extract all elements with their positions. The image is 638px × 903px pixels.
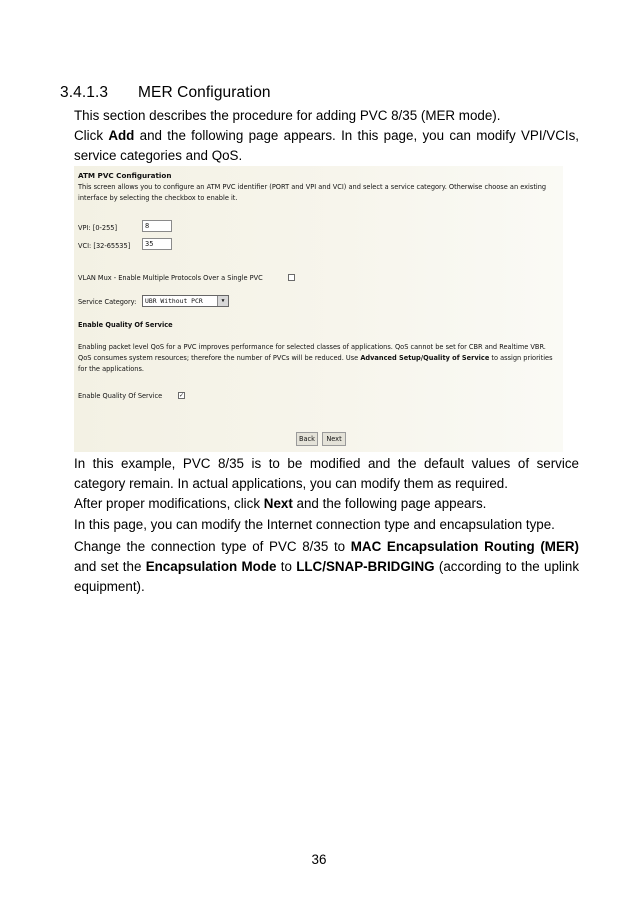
- qos-desc-end: to assign priorities for the applications.: [78, 354, 553, 373]
- modifications-text: After proper modifications, click: [74, 496, 264, 511]
- mer-paragraph: [74, 537, 579, 597]
- llc-snap-bridging-keyword: LLC/SNAP-BRIDGING: [296, 559, 435, 574]
- intro-line: This section describes the procedure for adding PVC 8/35 (MER mode).: [74, 108, 501, 123]
- intro-click-add: [74, 126, 579, 166]
- mer-text-d: (according to the uplink equipment).: [74, 559, 580, 594]
- service-category-label: Service Category:: [78, 298, 137, 306]
- modifications-line: [74, 494, 579, 514]
- section-number: 3.4.1.3: [60, 84, 109, 101]
- vci-field[interactable]: 35: [142, 238, 172, 250]
- vpi-field[interactable]: 8: [142, 220, 172, 232]
- atm-pvc-configuration-screenshot: [74, 166, 563, 452]
- qos-heading: Enable Quality Of Service: [78, 321, 173, 329]
- vlan-mux-label: VLAN Mux - Enable Multiple Protocols Over a Single PVC: [78, 274, 263, 282]
- back-button[interactable]: Back: [296, 432, 318, 446]
- next-button[interactable]: Next: [322, 432, 346, 446]
- vlan-mux-checkbox[interactable]: [288, 274, 295, 281]
- screenshot-description: This screen allows you to configure an ATM PVC identifier (PORT and VPI and VCI) and select a service category. Otherwise choose an existing interface by selecting the checkbox to enable it.: [78, 183, 547, 202]
- service-category-value: UBR Without PCR: [145, 297, 203, 305]
- vci-label: VCI: [32-65535]: [78, 242, 131, 250]
- intro-paragraph: [74, 106, 579, 166]
- next-keyword: Next: [263, 496, 293, 511]
- example-paragraph: In this example, PVC 8/35 is to be modified and the default values of service category remain. In actual applications, you can modify them as required.: [74, 456, 579, 491]
- vpi-label: VPI: [0-255]: [78, 224, 118, 232]
- encapsulation-mode-keyword: Encapsulation Mode: [145, 559, 277, 574]
- chevron-down-icon: ▼: [217, 296, 228, 306]
- mer-text-b: and set the: [74, 559, 146, 574]
- intro-click-text: Click: [74, 128, 109, 143]
- section-title: MER Configuration: [138, 84, 271, 101]
- qos-desc-text: Enabling packet level QoS for a PVC improves performance for selected classes of applications. QoS cannot be set for CBR and Realtime VBR. QoS consumes system resources; therefore the number of PVCs will be reduced. Use: [78, 343, 546, 362]
- screenshot-title: ATM PVC Configuration: [78, 171, 172, 180]
- mer-text-c: to: [276, 559, 297, 574]
- qos-description: [78, 342, 553, 375]
- enable-qos-checkbox[interactable]: ✓: [179, 392, 185, 399]
- modifications-end: and the following page appears.: [292, 496, 487, 511]
- enable-qos-label: Enable Quality Of Service: [78, 392, 163, 400]
- service-category-select[interactable]: [142, 295, 229, 307]
- page-number: 36: [311, 852, 327, 867]
- mer-keyword: MAC Encapsulation Routing (MER): [350, 539, 580, 554]
- mer-text-a: Change the connection type of PVC 8/35 to: [74, 539, 351, 554]
- advanced-setup-qos-link[interactable]: Advanced Setup/Quality of Service: [360, 354, 490, 362]
- connection-type-line: In this page, you can modify the Internet connection type and encapsulation type.: [74, 517, 555, 532]
- intro-rest: and the following page appears. In this page, you can modify VPI/VCIs, service categories and QoS.: [74, 128, 580, 163]
- section-heading: [60, 84, 271, 102]
- add-keyword: Add: [108, 128, 135, 143]
